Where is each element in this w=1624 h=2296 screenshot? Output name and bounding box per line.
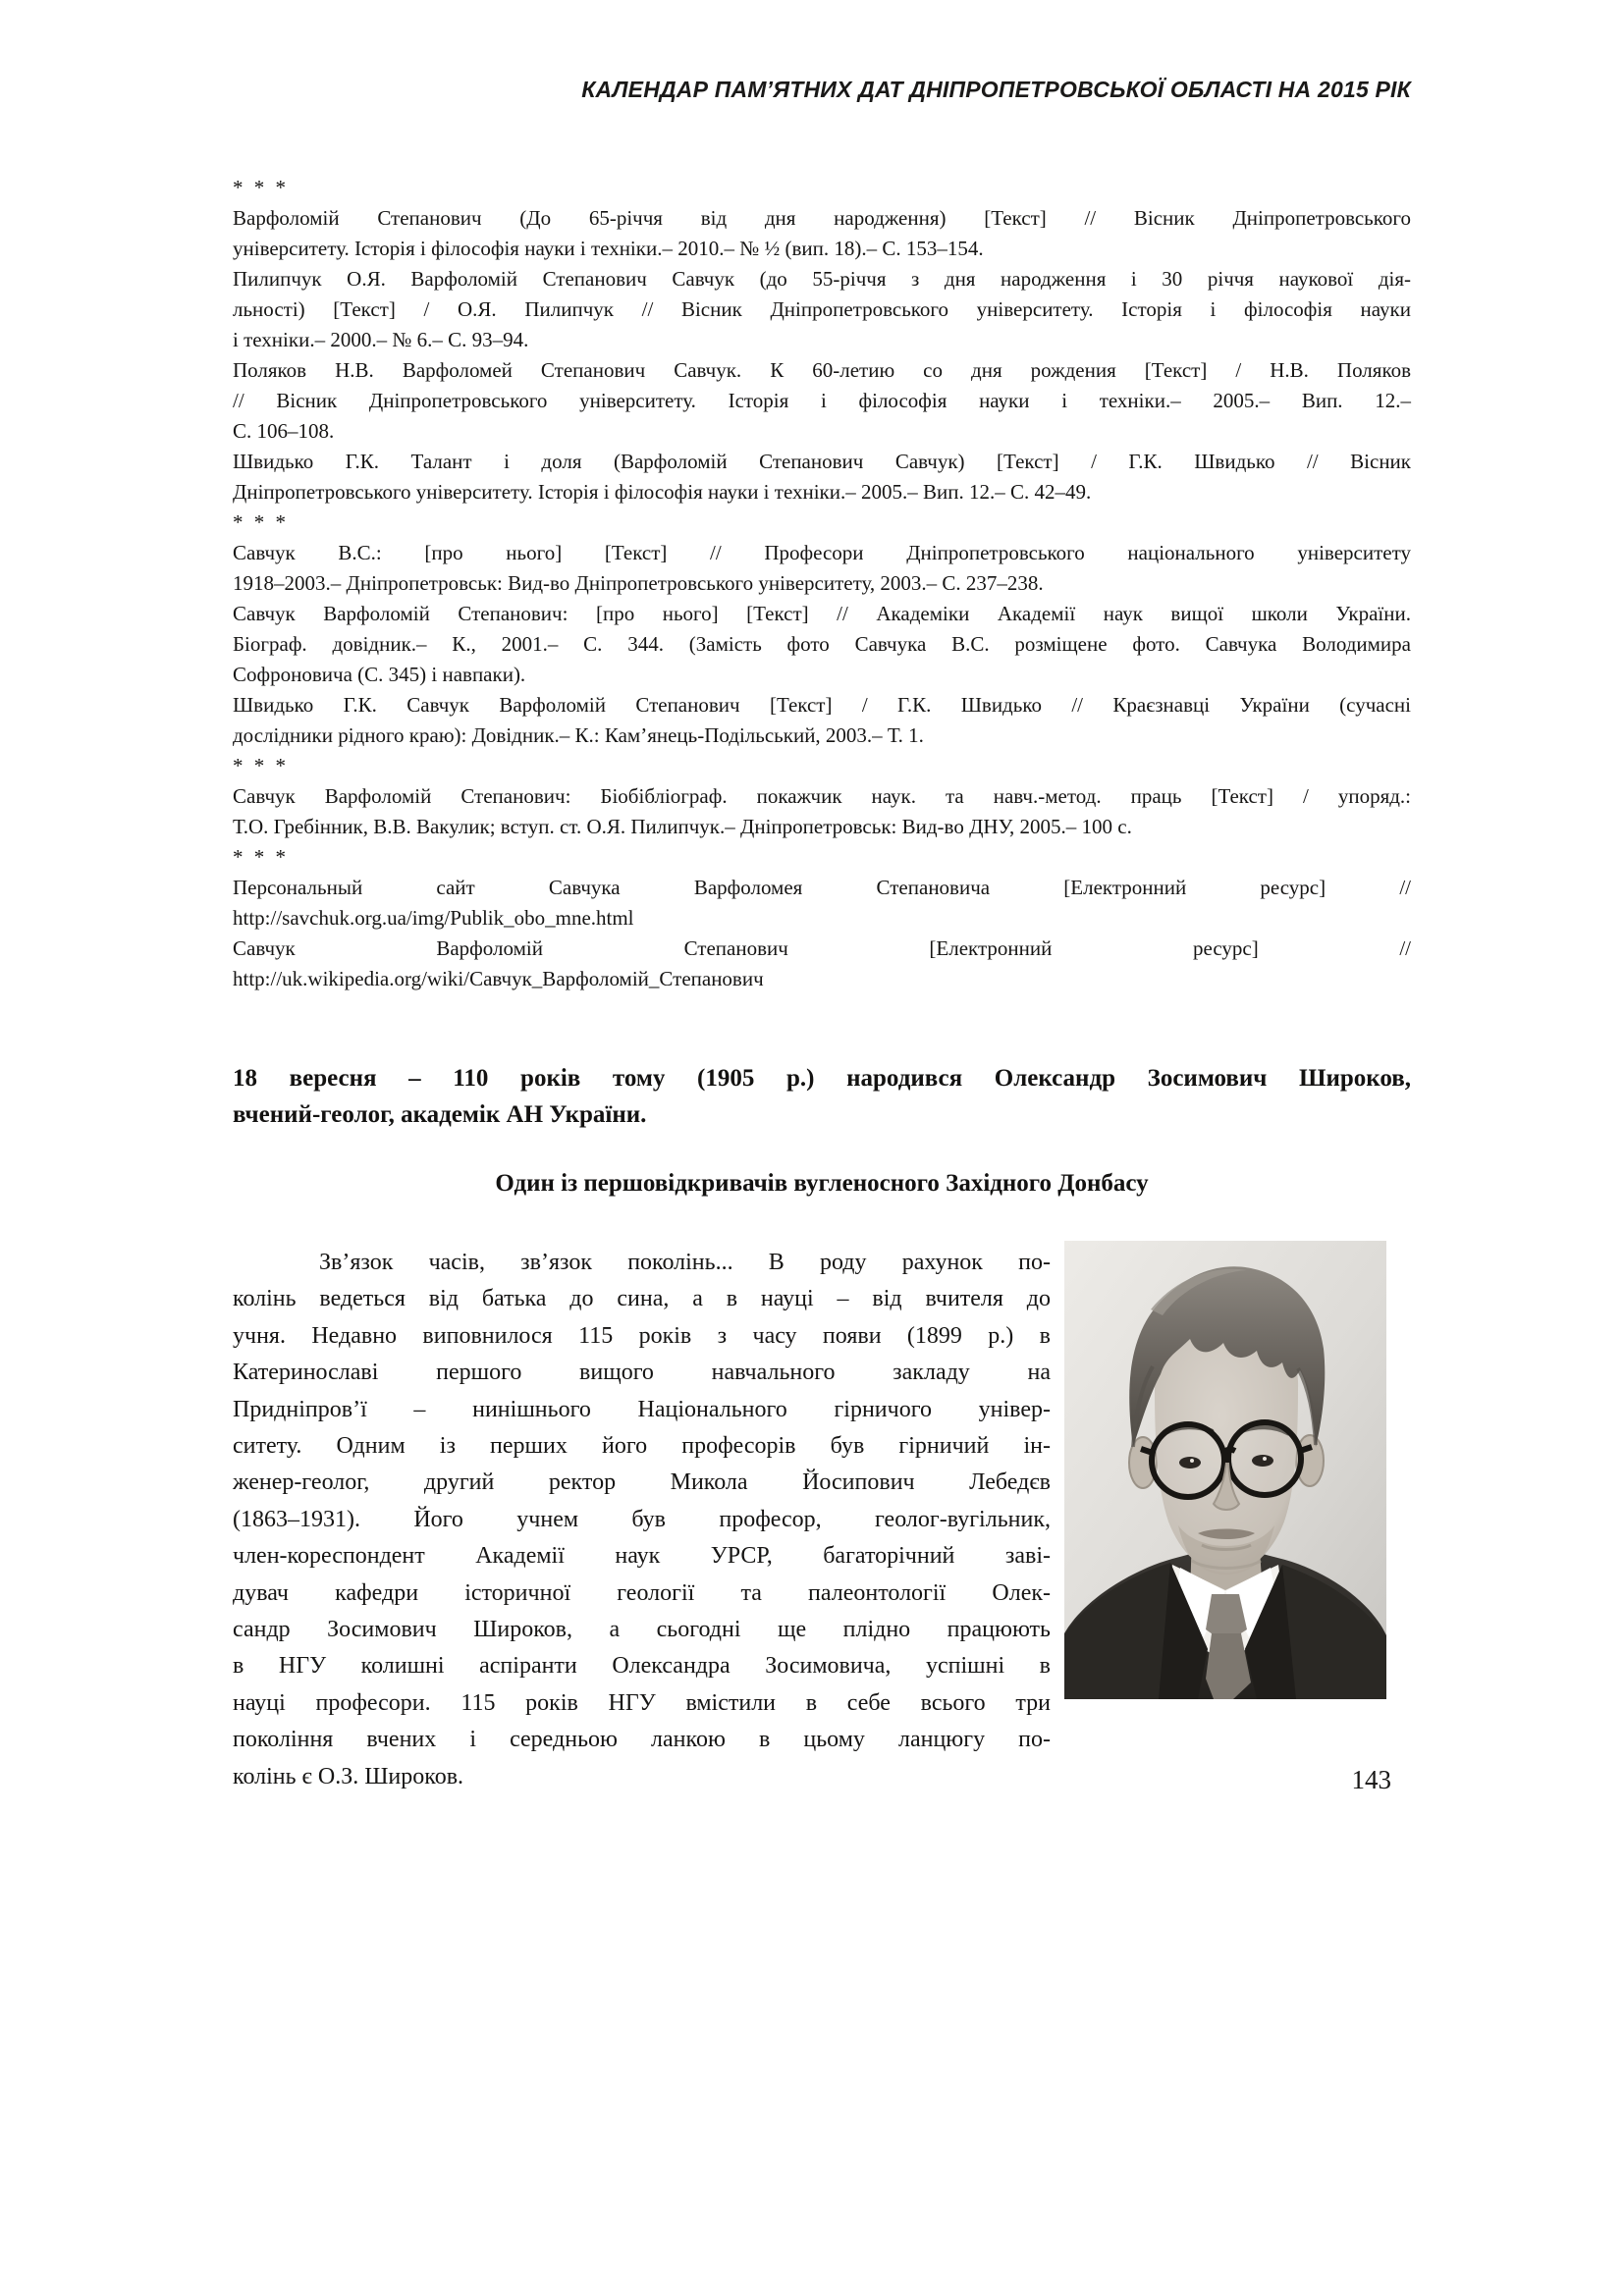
- date-heading-line: 18 вересня – 110 років тому (1905 р.) народився Олександр Зосимович Широков,: [233, 1065, 1411, 1092]
- article-body-line: член-кореспондент Академії наук УРСР, багаторічний заві-: [233, 1543, 1051, 1570]
- bibliography-line: * * *: [233, 754, 289, 777]
- article-body-line: Катеринославі першого вищого навчального закладу на: [233, 1360, 1051, 1386]
- running-header: КАЛЕНДАР ПАМ’ЯТНИХ ДАТ ДНІПРОПЕТРОВСЬКОЇ ОБЛАСТІ НА 2015 РІК: [581, 77, 1411, 102]
- portrait-photo: [1064, 1241, 1386, 1699]
- bibliography-line: Персональный сайт Савчука Варфоломея Степановича [Електронний ресурс] //: [233, 876, 1411, 899]
- bibliography-line: // Вісник Дніпропетровського університету. Історія і філософія науки і техніки.– 2005.– Вип. 12.–: [233, 389, 1411, 412]
- bibliography-line: * * *: [233, 510, 289, 534]
- bibliography-line: Варфоломій Степанович (До 65-річчя від дня народження) [Текст] // Вісник Дніпропетровського: [233, 206, 1411, 230]
- bibliography-line: Савчук Варфоломій Степанович: [про нього] [Текст] // Академіки Академії наук вищої школи України.: [233, 602, 1411, 625]
- bibliography-line: С. 106–108.: [233, 419, 335, 443]
- page-number-row: [233, 1765, 1391, 1795]
- bibliography-line: Савчук Варфоломій Степанович: Біобібліограф. покажчик наук. та навч.-метод. праць [Текст] / упоряд.:: [233, 784, 1411, 808]
- article-body-line: колінь є О.З. Широков.: [233, 1763, 464, 1789]
- article-body-line: Зв’язок часів, зв’язок поколінь... В роду рахунок по-: [319, 1250, 1051, 1275]
- article-body-line: (1863–1931). Його учнем був професор, геолог-вугільник,: [233, 1506, 1051, 1532]
- date-heading: [233, 1060, 1411, 1133]
- bibliography-line: Швидько Г.К. Талант і доля (Варфоломій Степанович Савчук) [Текст] / Г.К. Швидько // Вісник: [233, 450, 1411, 473]
- bibliography-line: http://savchuk.org.ua/img/Publik_obo_mne.html: [233, 906, 634, 930]
- eye-left: [1179, 1457, 1201, 1468]
- article-body-line: дувач кафедри історичної геології та палеонтології Олек-: [233, 1579, 1051, 1606]
- article-body-line: сандр Зосимович Широков, а сьогодні ще плідно працюють: [233, 1617, 1051, 1643]
- date-heading-line: вчений-геолог, академік АН України.: [233, 1101, 647, 1128]
- article-body-line: в НГУ колишні аспіранти Олександра Зосимовича, успішні в: [233, 1653, 1051, 1680]
- bibliography-line: університету. Історія і філософія науки і техніки.– 2010.– № ½ (вип. 18).– С. 153–154.: [233, 237, 984, 260]
- bibliography-line: льності) [Текст] / О.Я. Пилипчук // Вісник Дніпропетровського університету. Історія і філософія науки: [233, 297, 1411, 321]
- eye-glint-left: [1190, 1459, 1194, 1463]
- article-body-line: женер-геолог, другий ректор Микола Йосипович Лебедєв: [233, 1469, 1051, 1496]
- bibliography-line: 1918–2003.– Дніпропетровськ: Вид-во Дніпропетровського університету, 2003.– С. 237–238.: [233, 571, 1044, 595]
- bibliography-section: [233, 173, 1411, 994]
- bibliography-line: Поляков Н.В. Варфоломей Степанович Савчук. К 60-летию со дня рождения [Текст] / Н.В. Поляков: [233, 358, 1411, 382]
- bibliography-line: * * *: [233, 176, 289, 199]
- article-body-line: ситету. Одним із перших його професорів був гірничий ін-: [233, 1433, 1051, 1460]
- article-subheading: Один із першовідкривачів вугленосного Західного Донбасу: [495, 1170, 1149, 1197]
- glasses-bridge: [1223, 1450, 1235, 1453]
- bibliography-line: Пилипчук О.Я. Варфоломій Степанович Савчук (до 55-річчя з дня народження і 30 річчя наукової дія-: [233, 267, 1411, 291]
- bibliography-line: Швидько Г.К. Савчук Варфоломій Степанович [Текст] / Г.К. Швидько // Краєзнавці України (сучасні: [233, 693, 1411, 717]
- page-number: 143: [1351, 1765, 1391, 1794]
- article-body-line: покоління вчених і середньою ланкою в цьому ланцюгу по-: [233, 1727, 1051, 1753]
- bibliography-line: Біограф. довідник.– К., 2001.– С. 344. (Замість фото Савчука В.С. розміщене фото. Савчука Володимира: [233, 632, 1411, 656]
- article-body-line: колінь ведеться від батька до сина, а в науці – від вчителя до: [233, 1286, 1051, 1312]
- eye-right: [1252, 1455, 1273, 1467]
- bibliography-line: дослідники рідного краю): Довідник.– К.: Кам’янець-Подільський, 2003.– Т. 1.: [233, 723, 924, 747]
- bibliography-line: і техніки.– 2000.– № 6.– С. 93–94.: [233, 328, 529, 351]
- bibliography-line: Дніпропетровського університету. Історія і філософія науки і техніки.– 2005.– Вип. 12.– С. 42–49.: [233, 480, 1092, 504]
- bibliography-line: * * *: [233, 845, 289, 869]
- eye-glint-right: [1263, 1457, 1267, 1461]
- portrait-photo-illustration: [1064, 1241, 1386, 1699]
- article-body-line: науці професори. 115 років НГУ вмістили в себе всього три: [233, 1689, 1051, 1716]
- bibliography-line: http://uk.wikipedia.org/wiki/Савчук_Варфоломій_Степанович: [233, 967, 764, 990]
- bibliography-line: Савчук В.С.: [про нього] [Текст] // Професори Дніпропетровського національного університету: [233, 541, 1411, 564]
- bibliography-line: Софроновича (С. 345) і навпаки).: [233, 663, 526, 686]
- article-body: [233, 1245, 1051, 1795]
- bibliography-line: Савчук Варфоломій Степанович [Електронний ресурс] //: [233, 936, 1411, 960]
- bibliography-line: Т.О. Гребінник, В.В. Вакулик; вступ. ст. О.Я. Пилипчук.– Дніпропетровськ: Вид-во ДНУ, 2005.– 100 с.: [233, 815, 1132, 838]
- article-body-line: Придніпров’ї – нинішнього Національного гірничого універ-: [233, 1396, 1051, 1422]
- article-body-line: учня. Недавно виповнилося 115 років з часу появи (1899 р.) в: [233, 1322, 1051, 1349]
